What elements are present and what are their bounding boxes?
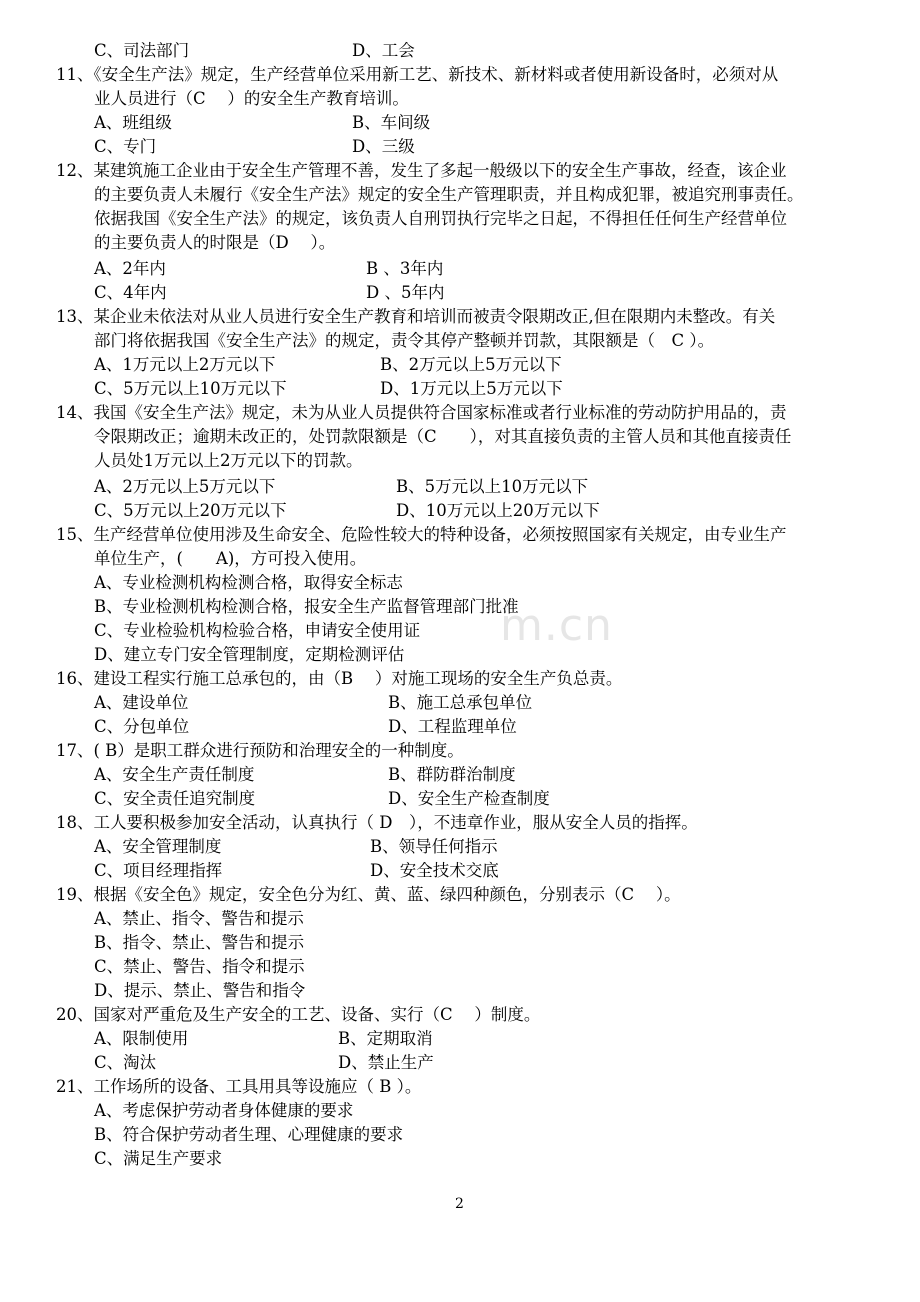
text-line: A、限制使用 [94, 1029, 189, 1048]
text-line: A、2年内 [94, 259, 166, 278]
text-line: D 、5年内 [366, 283, 445, 302]
text-line: B 、3年内 [366, 259, 444, 278]
text-line: 15、生产经营单位使用涉及生命安全、危险性较大的特种设备，必须按照国家有关规定，由专业生产 [56, 525, 787, 544]
text-line: A、安全管理制度 [94, 837, 222, 856]
text-line: A、班组级 [94, 113, 172, 132]
text-line: D、提示、禁止、警告和指令 [94, 981, 306, 1000]
text-line: D、10万元以上20万元以下 [396, 501, 600, 520]
text-line: C、满足生产要求 [94, 1149, 223, 1168]
text-line: 的主要负责人的时限是（D ）。 [94, 233, 336, 252]
text-line: 单位生产，( A)，方可投入使用。 [94, 549, 367, 568]
text-line: A、建设单位 [94, 693, 189, 712]
text-line: D、禁止生产 [338, 1053, 434, 1072]
text-line: C、专业检验机构检验合格，申请安全使用证 [94, 621, 421, 640]
text-line: 14、我国《安全生产法》规定，未为从业人员提供符合国家标准或者行业标准的劳动防护用品的，责 [56, 403, 787, 422]
text-line: 19、根据《安全色》规定，安全色分为红、黄、蓝、绿四种颜色，分别表示（C ）。 [56, 885, 681, 904]
text-line: 12、某建筑施工企业由于安全生产管理不善，发生了多起一般级以下的安全生产事故，经查，该企业 [56, 161, 787, 180]
text-line: C、淘汰 [94, 1053, 157, 1072]
text-line: 20、国家对严重危及生产安全的工艺、设备、实行（C ）制度。 [56, 1005, 541, 1024]
text-line: 13、某企业未依法对从业人员进行安全生产教育和培训而被责令限期改正,但在限期内未整改。有关 [56, 307, 776, 326]
watermark-text: m.cn [500, 600, 613, 651]
text-line: D、1万元以上5万元以下 [380, 379, 563, 398]
text-line: B、5万元以上10万元以下 [396, 477, 589, 496]
text-line: C、项目经理指挥 [94, 861, 223, 880]
text-line: D、工程监理单位 [388, 717, 517, 736]
text-line: C、安全责任追究制度 [94, 789, 256, 808]
text-line: D、建立专门安全管理制度，定期检测评估 [94, 645, 405, 664]
text-line: C、分包单位 [94, 717, 190, 736]
text-line: A、专业检测机构检测合格，取得安全标志 [94, 573, 403, 592]
text-line: 11、《安全生产法》规定，生产经营单位采用新工艺、新技术、新材料或者使用新设备时，必须对从 [56, 65, 779, 84]
text-line: D、安全技术交底 [370, 861, 499, 880]
text-line: B、领导任何指示 [370, 837, 498, 856]
text-line: 依据我国《安全生产法》的规定，该负责人自刑罚执行完毕之日起，不得担任任何生产经营单位 [94, 209, 787, 228]
text-line: C、5万元以上10万元以下 [94, 379, 287, 398]
text-line: C、专门 [94, 137, 157, 156]
text-line: B、指令、禁止、警告和提示 [94, 933, 305, 952]
text-line: 17、( B）是职工群众进行预防和治理安全的一种制度。 [56, 741, 464, 760]
text-line: 人员处1万元以上2万元以下的罚款。 [94, 451, 363, 470]
text-line: C、4年内 [94, 283, 167, 302]
text-line: 16、建设工程实行施工总承包的，由（B ）对施工现场的安全生产负总责。 [56, 669, 623, 688]
text-line: A、安全生产责任制度 [94, 765, 255, 784]
text-line: 业人员进行（C ）的安全生产教育培训。 [94, 89, 409, 108]
text-line: C、5万元以上20万元以下 [94, 501, 287, 520]
text-line: A、考虑保护劳动者身体健康的要求 [94, 1101, 354, 1120]
text-line: B、2万元以上5万元以下 [380, 355, 562, 374]
text-line: D、安全生产检查制度 [388, 789, 550, 808]
text-line: B、专业检测机构检测合格，报安全生产监督管理部门批准 [94, 597, 519, 616]
text-line: 18、工人要积极参加安全活动，认真执行（ D ），不违章作业，服从安全人员的指挥。 [56, 813, 698, 832]
text-line: B、定期取消 [338, 1029, 433, 1048]
text-line: 部门将依据我国《安全生产法》的规定，责令其停产整顿并罚款，其限额是（ C ）。 [94, 331, 715, 350]
text-line: D、三级 [352, 137, 415, 156]
text-line: C、禁止、警告、指令和提示 [94, 957, 305, 976]
text-line: 令限期改正；逾期未改正的，处罚款限额是（C ），对其直接负责的主管人员和其他直接责任 [94, 427, 792, 446]
text-line: A、2万元以上5万元以下 [94, 477, 276, 496]
text-line: B、群防群治制度 [388, 765, 516, 784]
text-line: 的主要负责人未履行《安全生产法》规定的安全生产管理职责，并且构成犯罪，被追究刑事责任。 [94, 185, 804, 204]
text-line: A、禁止、指令、警告和提示 [94, 909, 304, 928]
text-line: B、施工总承包单位 [388, 693, 533, 712]
text-line: C、司法部门 [94, 41, 190, 60]
text-line: A、1万元以上2万元以下 [94, 355, 276, 374]
text-line: 21、工作场所的设备、工具用具等设施应（ B ）。 [56, 1077, 422, 1096]
page-number: 2 [455, 1196, 464, 1212]
text-line: B、符合保护劳动者生理、心理健康的要求 [94, 1125, 404, 1144]
text-line: B、车间级 [352, 113, 431, 132]
text-line: D、工会 [352, 41, 415, 60]
